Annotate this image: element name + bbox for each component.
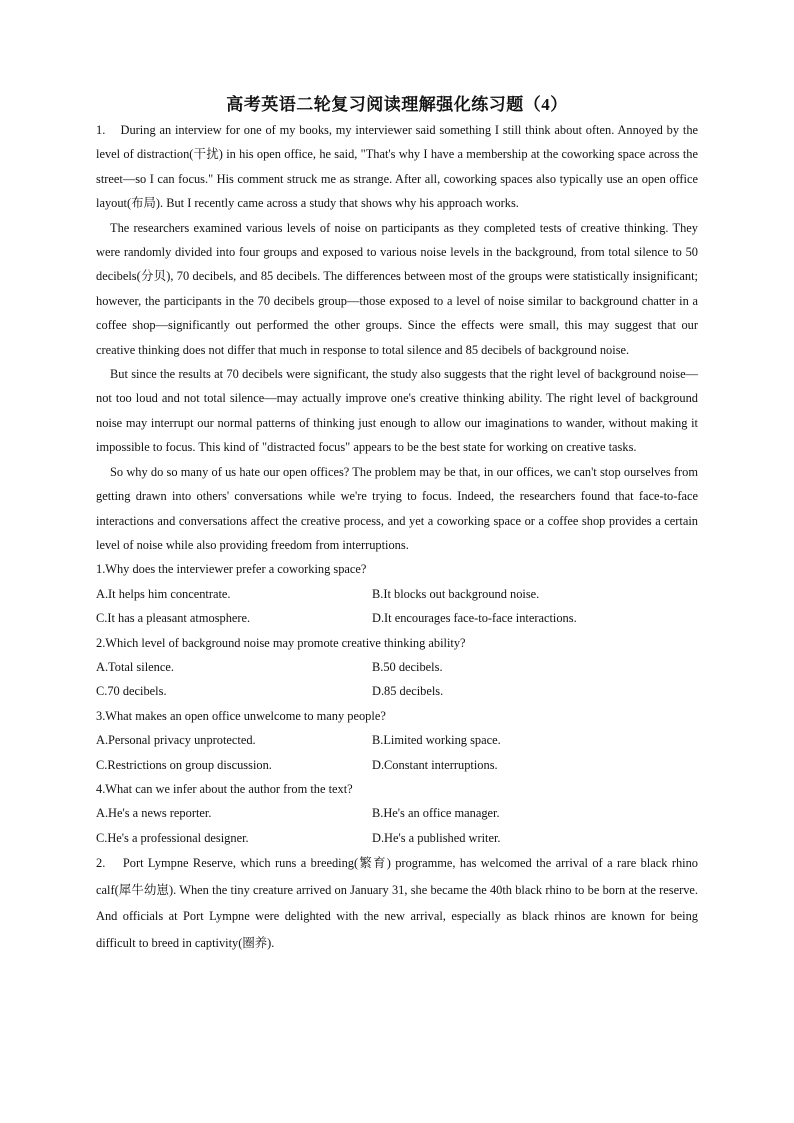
option-d: D.85 decibels.: [372, 684, 444, 699]
option-d: D.He's a published writer.: [372, 830, 501, 845]
option-b: B.Limited working space.: [372, 733, 501, 748]
passage-1-paragraph-2: The researchers examined various levels of noise on participants as they completed tests of creative thinking. They were randomly divided into four groups and exposed to various noise levels in the background, from total silence to 50 decibels(分贝), 70 decibels, and 85 decibels. The differences between most of the groups were statistically insignificant; however, the participants in the 70 decibels group—those exposed to a level of noise similar to background chatter in a coffee shop—significantly out performed the other groups. Since the effects were small, this may suggest that our creative thinking does not differ that much in response to total silence and 85 decibels of background noise.: [96, 220, 698, 357]
question-stem: 3.What makes an open office unwelcome to many people?: [96, 708, 386, 723]
passage-number: 1.: [96, 123, 106, 137]
passage-1-paragraph-3: But since the results at 70 decibels were significant, the study also suggests that the right level of background noise—not too loud and not total silence—may actually improve one's creative thinking ability. The right level of background noise may interrupt our normal patterns of thinking just enough to allow our imaginations to wander, without making it impossible to focus. This kind of "distracted focus" appears to be the best state for working on creative tasks.: [96, 367, 698, 455]
question-2: [96, 631, 698, 704]
question-4: [96, 777, 698, 850]
option-b: B.It blocks out background noise.: [372, 586, 540, 601]
question-stem: 1.Why does the interviewer prefer a coworking space?: [96, 562, 367, 577]
passage-1-paragraph-4: So why do so many of us hate our open offices? The problem may be that, in our offices, we can't stop ourselves from getting drawn into others' conversations while we're trying to focus. Indeed, the researchers found that face-to-face interactions and conversations affect the creative process, and yet a coworking space or a coffee shop provides a certain level of noise while also providing freedom from interruptions.: [96, 464, 698, 552]
option-d: D.It encourages face-to-face interactions.: [372, 611, 577, 626]
option-b: B.50 decibels.: [372, 659, 443, 674]
option-a: A.It helps him concentrate.: [96, 586, 231, 601]
page-title: 高考英语二轮复习阅读理解强化练习题（4）: [226, 95, 568, 114]
question-stem: 2.Which level of background noise may promote creative thinking ability?: [96, 635, 466, 650]
option-c: C.Restrictions on group discussion.: [96, 757, 272, 772]
option-c: C.It has a pleasant atmosphere.: [96, 611, 251, 626]
option-a: A.Total silence.: [96, 659, 174, 674]
passage-2-paragraph-1: 2. Port Lympne Reserve, which runs a breeding(繁育) programme, has welcomed the arrival of a rare black rhino calf(犀牛幼崽). When the tiny creature arrived on January 31, she became the 40th black rhino to be born at the reserve. And officials at Port Lympne were delighted with the new arrival, especially as black rhinos are known for being difficult to breed in captivity(圈养).: [96, 856, 698, 950]
option-c: C.He's a professional designer.: [96, 830, 249, 845]
question-1: [96, 557, 698, 630]
option-a: A.Personal privacy unprotected.: [96, 733, 256, 748]
question-stem: 4.What can we infer about the author from the text?: [96, 781, 353, 796]
question-3: [96, 704, 698, 777]
option-a: A.He's a news reporter.: [96, 806, 212, 821]
option-b: B.He's an office manager.: [372, 806, 500, 821]
passage-number: 2.: [96, 856, 106, 871]
passage-1-paragraph-1: 1. During an interview for one of my books, my interviewer said something I still think about often. Annoyed by the level of distraction(干扰) in his open office, he said, "That's why I have a membership at the coworking space across the street—so I can focus." His comment struck me as strange. After all, coworking spaces also typically use an open office layout(布局). But I recently came across a study that shows why his approach works.: [96, 123, 699, 211]
option-d: D.Constant interruptions.: [372, 757, 498, 772]
document-page: [96, 92, 698, 956]
option-c: C.70 decibels.: [96, 684, 167, 699]
